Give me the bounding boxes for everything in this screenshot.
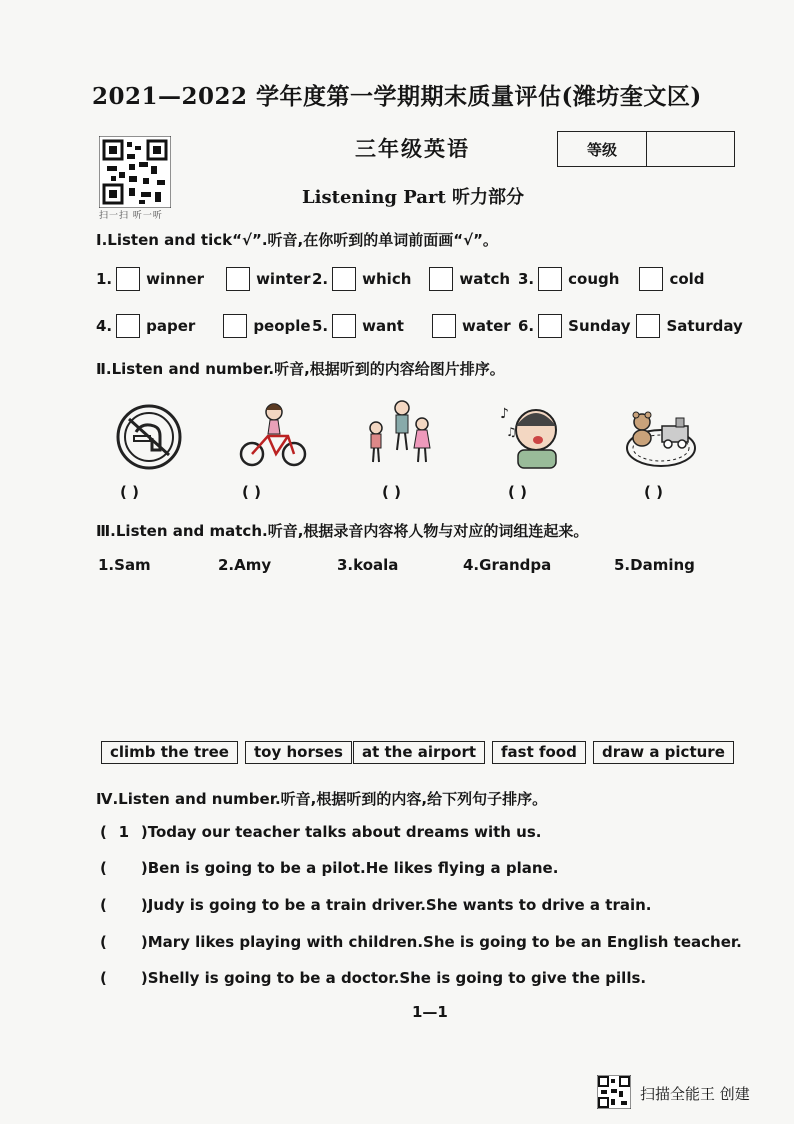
option-word: winner: [146, 270, 205, 288]
match-name: 2.Amy: [218, 556, 272, 574]
item-6: [518, 314, 743, 338]
paren-open: (: [100, 859, 107, 877]
option-word: paper: [146, 317, 196, 335]
item-5: [312, 314, 511, 338]
order-answer[interactable]: 1: [118, 823, 130, 841]
answer-paren-3[interactable]: ( ): [382, 483, 401, 501]
sentence-row: [100, 933, 742, 951]
item-4: [96, 314, 311, 338]
option-word: winter: [256, 270, 311, 288]
match-name: 4.Grandpa: [463, 556, 552, 574]
paren-open: (: [100, 933, 107, 951]
match-name: 3.koala: [337, 556, 399, 574]
tick-box[interactable]: [432, 314, 456, 338]
toy-train-bear-icon: [624, 402, 698, 472]
match-name: 1.Sam: [98, 556, 151, 574]
part-title: Listening Part 听力部分: [302, 187, 525, 208]
section4-heading: Ⅳ.Listen and number.听音,根据听到的内容,给下列句子排序。: [96, 790, 548, 808]
item-number: 6.: [518, 317, 535, 335]
answer-paren-2[interactable]: ( ): [242, 483, 261, 501]
svg-text:♫: ♫: [506, 425, 517, 439]
section2-heading: Ⅱ.Listen and number.听音,根据听到的内容给图片排序。: [96, 360, 505, 378]
grade-label: 等级: [558, 132, 647, 166]
option-word: Saturday: [666, 317, 743, 335]
option-word: water: [461, 317, 511, 335]
match-phrase: toy horses: [245, 741, 352, 764]
tick-box[interactable]: [332, 314, 356, 338]
page-number: 1—1: [412, 1003, 448, 1021]
tick-box[interactable]: [636, 314, 660, 338]
sentence-text: Today our teacher talks about dreams with us.: [147, 823, 542, 841]
option-word: people: [253, 317, 311, 335]
paren-close: ): [140, 933, 148, 951]
paren-close: ): [140, 969, 148, 987]
item-3: [518, 267, 705, 291]
tick-box[interactable]: [223, 314, 247, 338]
sentence-text: Shelly is going to be a doctor.She is going to give the pills.: [147, 969, 647, 987]
tick-box[interactable]: [538, 267, 562, 291]
sentence-row: [100, 896, 651, 914]
paren-close: ): [140, 859, 148, 877]
svg-text:♪: ♪: [500, 406, 509, 422]
item-number: 4.: [96, 317, 113, 335]
answer-paren-5[interactable]: ( ): [644, 483, 663, 501]
grade-value-field[interactable]: [647, 132, 734, 166]
section3-heading: Ⅲ.Listen and match.听音,根据录音内容将人物与对应的词组连起来。: [96, 522, 589, 540]
option-word: cough: [568, 270, 620, 288]
item-number: 2.: [312, 270, 329, 288]
option-word: Sunday: [568, 317, 631, 335]
item-number: 1.: [96, 270, 113, 288]
match-phrase: draw a picture: [593, 741, 734, 764]
paren-close: ): [140, 823, 148, 841]
section1-heading: Ⅰ.Listen and tick“√”.听音,在你听到的单词前面画“√”。: [96, 231, 498, 249]
tick-box[interactable]: [639, 267, 663, 291]
option-word: cold: [669, 270, 705, 288]
option-word: which: [362, 270, 412, 288]
boy-singing-icon: [496, 400, 570, 470]
paren-close: ): [140, 896, 148, 914]
match-name: 5.Daming: [614, 556, 695, 574]
grade-box: [557, 131, 735, 167]
paren-open: (: [100, 823, 107, 841]
family-walking-icon: [362, 398, 436, 468]
qr-caption: 扫一扫 听一听: [99, 211, 163, 221]
option-word: want: [362, 317, 404, 335]
girl-riding-bike-icon: [238, 400, 312, 470]
item-number: 5.: [312, 317, 329, 335]
sentence-text: Judy is going to be a train driver.She wants to drive a train.: [147, 896, 652, 914]
no-smoking-sign-icon: [112, 402, 186, 472]
sentence-row: [100, 823, 541, 841]
match-phrase: at the airport: [353, 741, 485, 764]
tick-box[interactable]: [226, 267, 250, 291]
item-2: [312, 267, 510, 291]
sentence-row: [100, 969, 646, 987]
option-word: watch: [459, 270, 511, 288]
sentence-text: Mary likes playing with children.She is going to be an English teacher.: [147, 933, 742, 951]
scanner-qr-icon: [597, 1075, 631, 1109]
match-phrase: climb the tree: [101, 741, 238, 764]
paren-open: (: [100, 896, 107, 914]
item-number: 3.: [518, 270, 535, 288]
tick-box[interactable]: [538, 314, 562, 338]
tick-box[interactable]: [332, 267, 356, 291]
paren-open: (: [100, 969, 107, 987]
sentence-row: [100, 859, 558, 877]
qr-code-icon: [99, 136, 171, 208]
exam-title: 2021—2022 学年度第一学期期末质量评估(潍坊奎文区): [92, 83, 702, 110]
tick-box[interactable]: [116, 314, 140, 338]
scanner-watermark: 扫描全能王 创建: [640, 1085, 750, 1103]
exam-subtitle: 三年级英语: [355, 137, 470, 161]
item-1: [96, 267, 311, 291]
match-phrase: fast food: [492, 741, 586, 764]
sentence-text: Ben is going to be a pilot.He likes flying a plane.: [147, 859, 559, 877]
answer-paren-4[interactable]: ( ): [508, 483, 527, 501]
tick-box[interactable]: [116, 267, 140, 291]
answer-paren-1[interactable]: ( ): [120, 483, 139, 501]
tick-box[interactable]: [429, 267, 453, 291]
